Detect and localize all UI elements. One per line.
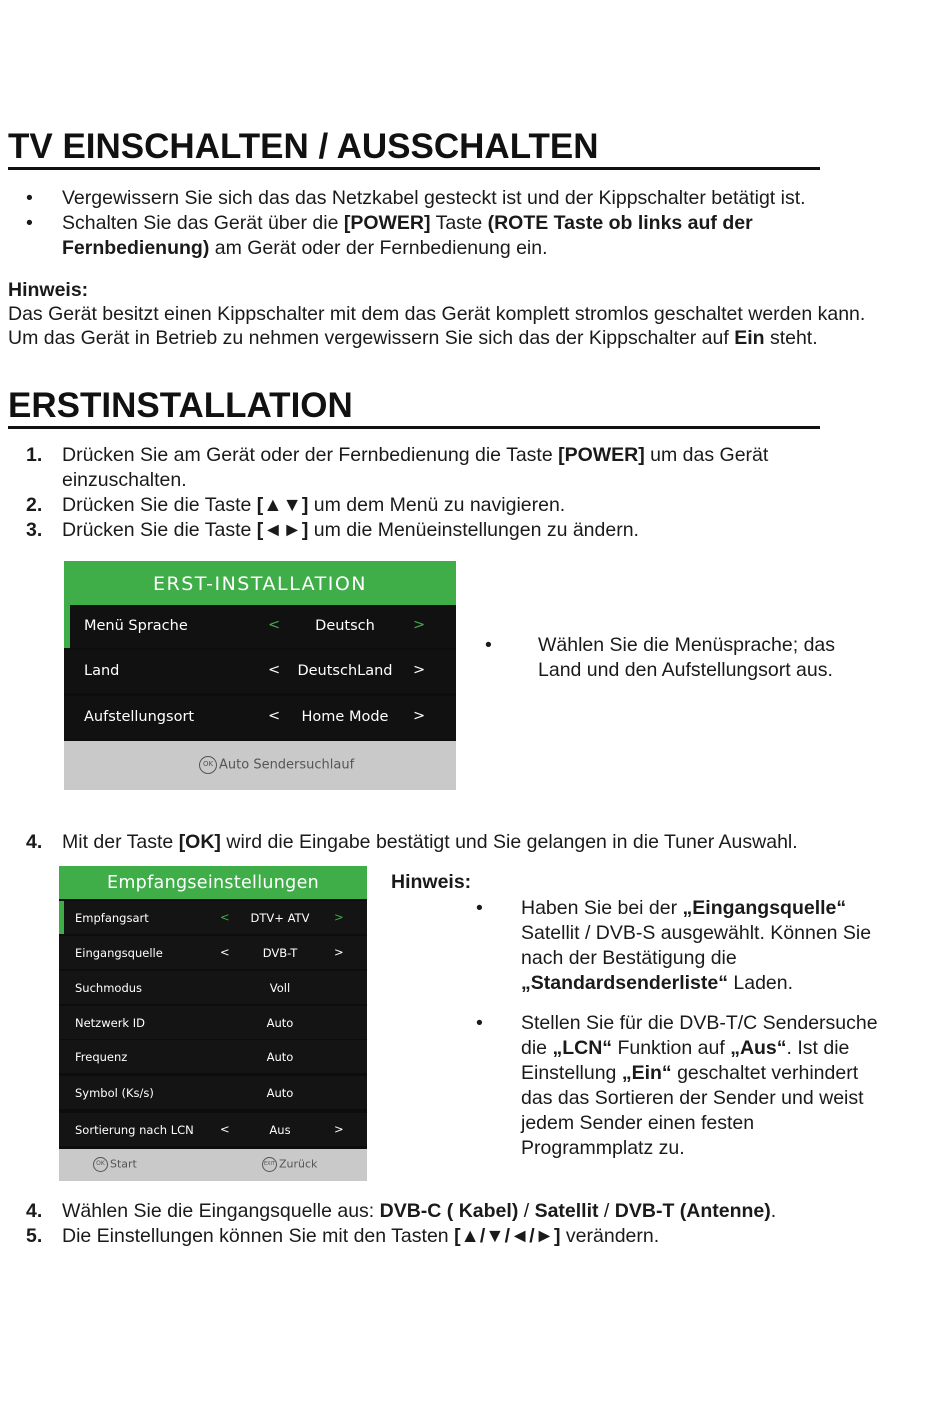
hint-text: Stellen Sie für die DVB-T/C Sendersuche	[521, 1012, 878, 1034]
menu-row-location[interactable]	[64, 696, 456, 739]
menu-title: ERST-INSTALLATION	[64, 561, 456, 605]
menu-row-country[interactable]	[64, 650, 456, 693]
menu-row-value: DTV+ ATV	[250, 911, 310, 925]
note-text: Um das Gerät in Betrieb zu nehmen vergewissern Sie sich das der Kippschalter auf	[8, 327, 735, 349]
menu-footer[interactable]	[64, 741, 456, 790]
step-bold-text: Satellit	[534, 1200, 599, 1222]
step-number: 3.	[26, 519, 43, 541]
step-bold-text: DVB-T (Antenne)	[614, 1200, 771, 1222]
hint-bold-text: „Eingangsquelle“	[682, 897, 847, 919]
hint-text: Haben Sie bei der	[521, 897, 683, 919]
arrow-keys-label: [▲/▼/◄/►]	[454, 1225, 561, 1247]
menu-row-label: Land	[84, 663, 120, 679]
right-arrow-icon[interactable]: >	[334, 910, 344, 924]
hint-text: Programmplatz zu.	[521, 1137, 685, 1159]
bullet-text: Schalten Sie das Gerät über die	[62, 212, 344, 234]
hint-text: Einstellung	[521, 1062, 622, 1084]
bullet-item	[485, 633, 918, 683]
bullet-item	[26, 211, 922, 261]
bullet-text: Wählen Sie die Menüsprache; das	[538, 634, 836, 656]
menu-row-value: Auto	[266, 1016, 294, 1030]
menu-row-value: Auto	[266, 1050, 294, 1064]
bullet-text: am Gerät oder der Fernbedienung ein.	[209, 237, 548, 259]
note-line	[8, 326, 818, 350]
bullet-dot: •	[26, 212, 33, 234]
reception-settings-menu	[59, 866, 367, 1181]
step-item	[26, 493, 922, 518]
step-text: um das Gerät	[644, 444, 769, 466]
bullet-text: Land und den Aufstellungsort aus.	[538, 659, 833, 681]
back-label: Zurück	[279, 1157, 318, 1171]
step-number: 2.	[26, 494, 43, 516]
auto-search-label: Auto Sendersuchlauf	[219, 757, 355, 773]
step-item	[26, 518, 922, 543]
step-text: Drücken Sie die Taste	[62, 519, 257, 541]
left-arrow-icon[interactable]: <	[268, 617, 281, 633]
menu-row-language[interactable]	[64, 605, 456, 648]
hint-text: jedem Sender einen festen	[521, 1112, 755, 1134]
step-text: Mit der Taste	[62, 831, 179, 853]
right-arrow-icon[interactable]: >	[334, 1122, 344, 1136]
hint-text: nach der Bestätigung die	[521, 947, 737, 969]
step-item	[26, 830, 932, 855]
exit-button-icon: EXIT	[262, 1157, 277, 1172]
hint-bold-text: „LCN“	[552, 1037, 613, 1059]
step-number: 1.	[26, 444, 43, 466]
menu-row-label: Symbol (Ks/s)	[75, 1086, 154, 1100]
step-text: .	[770, 1200, 777, 1222]
ok-key-label: [OK]	[178, 831, 221, 853]
menu-row-network-id[interactable]	[59, 1006, 367, 1039]
right-arrow-icon[interactable]: >	[413, 708, 426, 724]
menu-footer	[59, 1149, 367, 1181]
menu-row-label: Empfangsart	[75, 911, 149, 925]
menu-row-reception-type[interactable]	[59, 901, 367, 934]
step-text: wird die Eingabe bestätigt und Sie gelangen in die Tuner Auswahl.	[220, 831, 798, 853]
section-title-installation: ERSTINSTALLATION	[8, 386, 820, 429]
step-text: einzuschalten.	[62, 469, 187, 491]
menu-title: Empfangseinstellungen	[59, 866, 367, 899]
left-arrow-icon[interactable]: <	[268, 662, 281, 678]
start-button[interactable]	[93, 1157, 137, 1172]
step-item	[26, 443, 922, 493]
ok-button-icon: OK	[199, 756, 217, 774]
hint-text: das das Sortieren der Sender und weist	[521, 1087, 864, 1109]
hint-bold-text: „Ein“	[621, 1062, 672, 1084]
menu-row-value: Auto	[266, 1086, 294, 1100]
hint-text: geschaltet verhindert	[671, 1062, 859, 1084]
step-text: Wählen Sie die Eingangsquelle aus:	[62, 1200, 380, 1222]
bullet-item	[476, 1011, 921, 1161]
right-arrow-icon[interactable]: >	[413, 662, 426, 678]
menu-row-value: DeutschLand	[297, 663, 393, 679]
menu-row-input-source[interactable]	[59, 936, 367, 969]
back-button[interactable]	[262, 1157, 317, 1172]
power-key-label: [POWER]	[343, 212, 431, 234]
hint-text: die	[521, 1037, 553, 1059]
left-arrow-icon[interactable]: <	[268, 708, 281, 724]
step-text: um die Menüeinstellungen zu ändern.	[308, 519, 639, 541]
bullet-dot: •	[476, 897, 483, 919]
menu-row-label: Aufstellungsort	[84, 709, 195, 725]
step-bold-text: DVB-C ( Kabel)	[379, 1200, 519, 1222]
step-number: 5.	[26, 1225, 43, 1247]
bullet-dot: •	[26, 187, 33, 209]
menu-row-value: Home Mode	[301, 709, 389, 725]
power-key-label: [POWER]	[558, 444, 645, 466]
step-text: verändern.	[560, 1225, 660, 1247]
step-text: um dem Menü zu navigieren.	[308, 494, 566, 516]
start-label: Start	[110, 1157, 137, 1171]
menu-row-label: Suchmodus	[75, 981, 143, 995]
arrow-keys-label: [◄►]	[256, 519, 309, 541]
first-installation-menu	[64, 561, 456, 790]
step-text: Die Einstellungen können Sie mit den Tasten	[62, 1225, 455, 1247]
bullet-dot: •	[485, 634, 492, 656]
menu-row-lcn-sort[interactable]	[59, 1113, 367, 1146]
hint-text: Laden.	[727, 972, 794, 994]
bullet-dot: •	[476, 1012, 483, 1034]
step-number: 4.	[26, 1200, 43, 1222]
hint-text: . Ist die	[786, 1037, 850, 1059]
bullet-text: Vergewissern Sie sich das das Netzkabel gesteckt ist und der Kippschalter betätigt ist.	[62, 187, 806, 209]
left-arrow-icon[interactable]: <	[220, 1122, 230, 1136]
note-bold-text: Ein	[734, 327, 765, 349]
step-number: 4.	[26, 831, 43, 853]
ok-button-icon: OK	[93, 1157, 108, 1172]
menu-row-label: Eingangsquelle	[75, 946, 163, 960]
note-line: Das Gerät besitzt einen Kippschalter mit dem das Gerät komplett stromlos geschaltet werden kann.	[8, 303, 866, 325]
step-text: /	[518, 1200, 535, 1222]
bullet-bold-text: Fernbedienung)	[62, 237, 210, 259]
step-item	[26, 1224, 932, 1249]
menu-row-label: Sortierung nach LCN	[75, 1123, 194, 1137]
menu-row-value: Voll	[269, 981, 291, 995]
step-text: Drücken Sie die Taste	[62, 494, 257, 516]
menu-row-label: Menü Sprache	[84, 618, 188, 634]
right-arrow-icon[interactable]: >	[334, 945, 344, 959]
menu-row-symbol-rate[interactable]	[59, 1076, 367, 1109]
hint-text: Funktion auf	[612, 1037, 731, 1059]
bullet-text: Taste	[430, 212, 488, 234]
bullet-item	[26, 186, 922, 211]
hint-bold-text: „Aus“	[730, 1037, 787, 1059]
bullet-bold-text: (ROTE Taste ob links auf der	[487, 212, 753, 234]
note-label: Hinweis:	[8, 279, 89, 301]
left-arrow-icon[interactable]: <	[220, 910, 230, 924]
step-text: /	[598, 1200, 615, 1222]
arrow-keys-label: [▲▼]	[256, 494, 309, 516]
right-arrow-icon[interactable]: >	[413, 617, 426, 633]
hint-label: Hinweis:	[391, 871, 472, 893]
menu-row-frequency[interactable]	[59, 1040, 367, 1073]
bullet-item	[476, 896, 921, 996]
menu-row-label: Netzwerk ID	[75, 1016, 145, 1030]
menu-row-value: DVB-T	[262, 946, 298, 960]
hint-text: Satellit / DVB-S ausgewählt. Können Sie	[521, 922, 872, 944]
step-text: Drücken Sie am Gerät oder der Fernbedienung die Taste	[62, 444, 559, 466]
left-arrow-icon[interactable]: <	[220, 945, 230, 959]
menu-row-label: Frequenz	[75, 1050, 128, 1064]
menu-row-value: Aus	[269, 1123, 291, 1137]
hint-bold-text: „Standardsenderliste“	[521, 972, 728, 994]
menu-row-value: Deutsch	[315, 618, 375, 634]
step-item	[26, 1199, 932, 1224]
section-title-power: TV EINSCHALTEN / AUSSCHALTEN	[8, 127, 820, 170]
note-text: steht.	[764, 327, 818, 349]
menu-row-search-mode[interactable]	[59, 971, 367, 1004]
